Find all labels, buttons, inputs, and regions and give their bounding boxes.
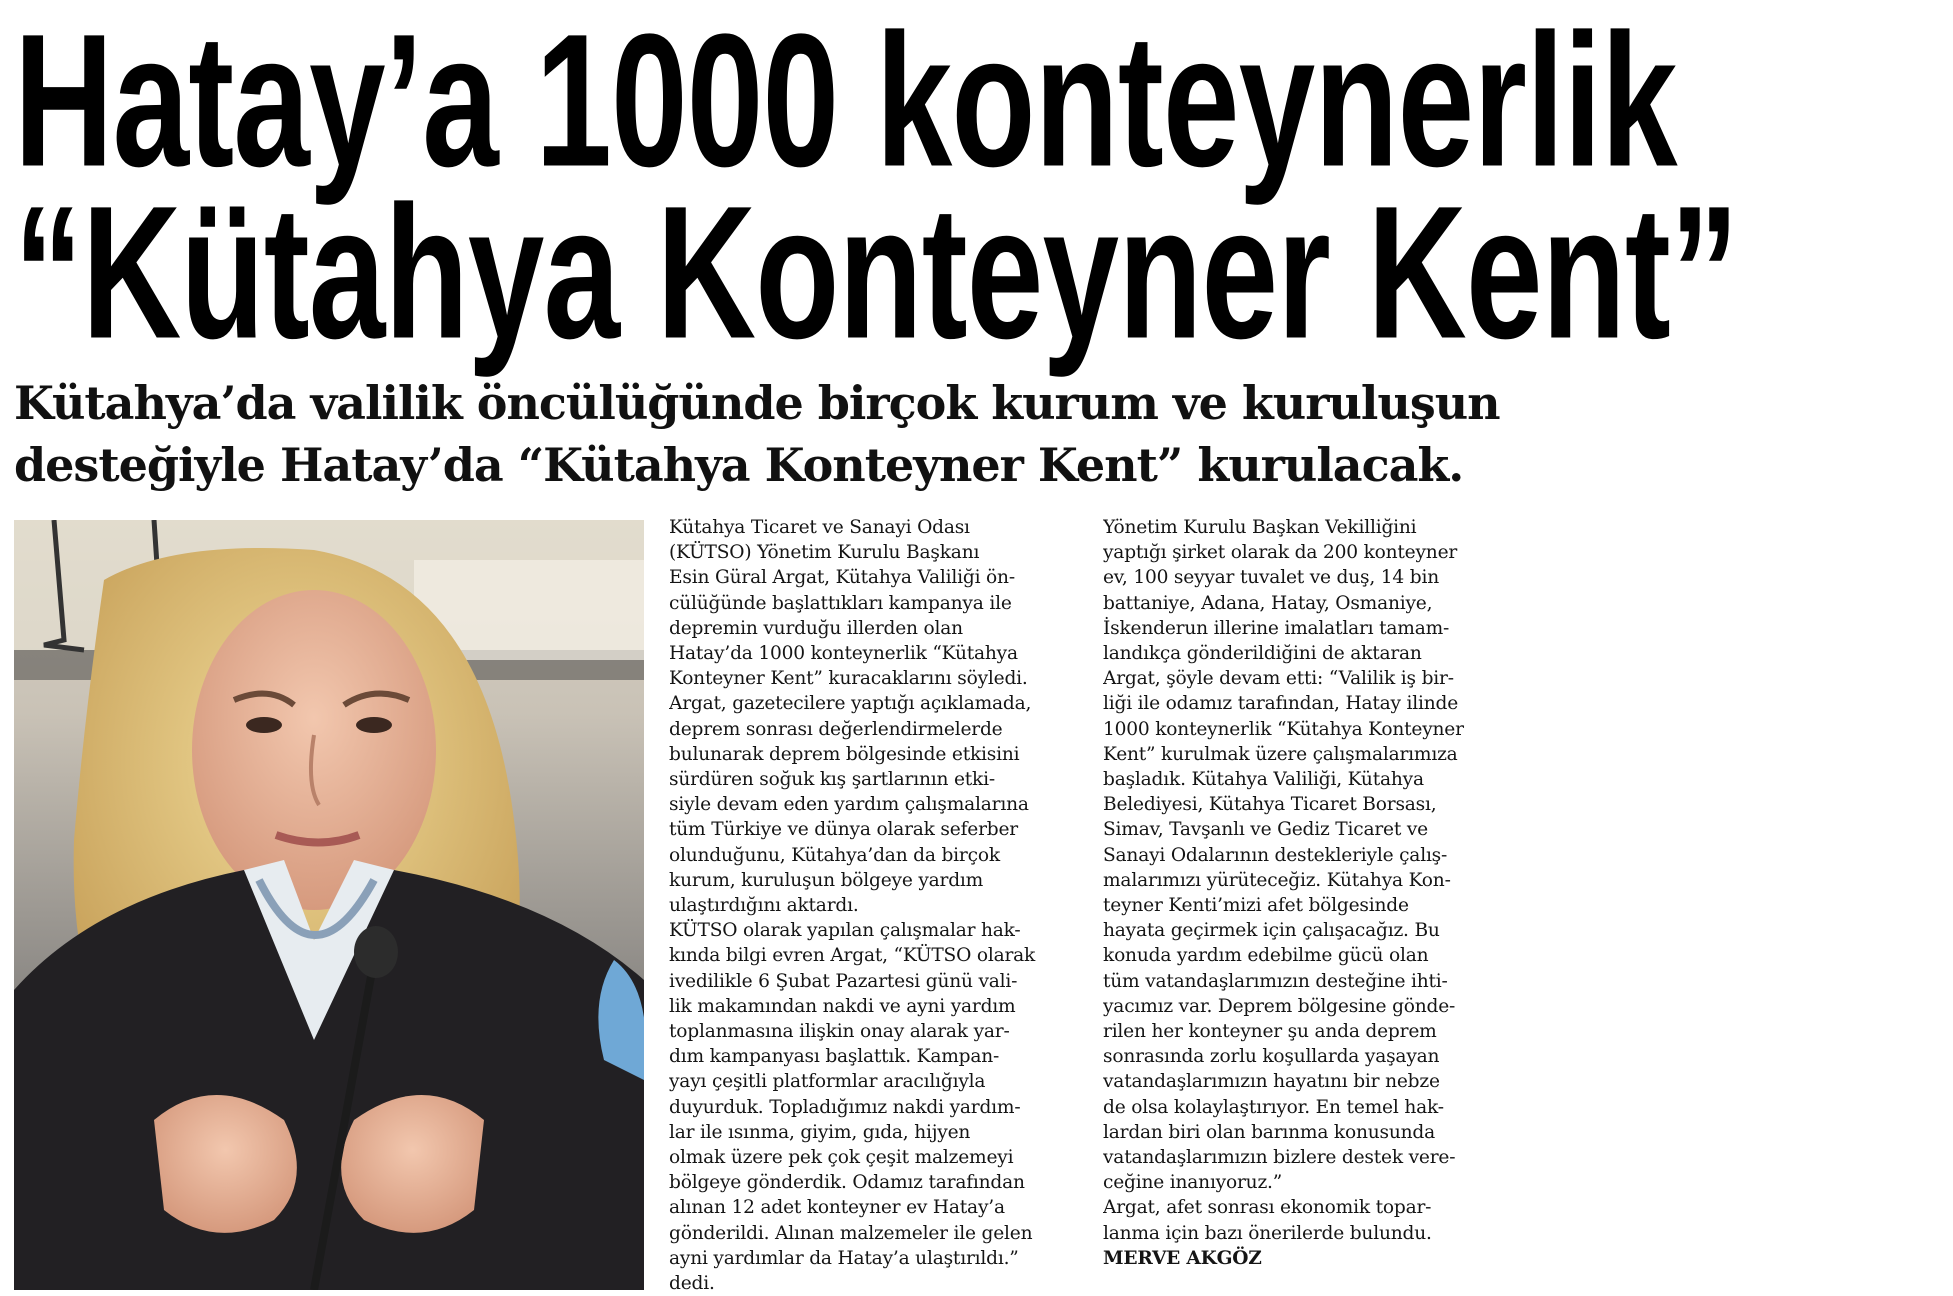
column2-line: yaptığı şirket olarak da 200 konteyner bbox=[1103, 542, 1458, 564]
column2-line: Yönetim Kurulu Başkan Vekilliğini bbox=[1103, 517, 1417, 538]
column2-line: 1000 konteynerlik “Kütahya Konteyner bbox=[1103, 718, 1464, 740]
column1-line: dım kampanyası başlattık. Kampan- bbox=[669, 1046, 1000, 1068]
column1-line: tüm Türkiye ve dünya olarak seferber bbox=[669, 819, 1018, 841]
column1-line: kında bilgi evren Argat, “KÜTSO olarak bbox=[669, 945, 1036, 967]
column2-line: yacımız var. Deprem bölgesine gönde- bbox=[1103, 995, 1456, 1017]
column2-line: vatandaşlarımızın hayatını bir nebze bbox=[1103, 1071, 1440, 1093]
column1-line: dedi. bbox=[669, 1273, 715, 1295]
column2-line: lardan biri olan barınma konusunda bbox=[1103, 1121, 1436, 1143]
column2-line: liği ile odamız tarafından, Hatay ilinde bbox=[1103, 693, 1459, 715]
column2-line: başladık. Kütahya Valiliği, Kütahya bbox=[1103, 769, 1424, 791]
deck-line-2: desteğiyle Hatay’da “Kütahya Konteyner Kent” kurulacak. bbox=[14, 438, 1464, 492]
column1-line: olunduğunu, Kütahya’dan da birçok bbox=[669, 844, 1000, 866]
column1-line: gönderildi. Alınan malzemeler ile gelen bbox=[669, 1222, 1033, 1244]
column2-line: Simav, Tavşanlı ve Gediz Ticaret ve bbox=[1103, 819, 1428, 841]
column2-line: ceğine inanıyoruz.” bbox=[1103, 1172, 1283, 1194]
column2-line: hayata geçirmek için çalışacağız. Bu bbox=[1103, 920, 1440, 942]
headline-line-2: “Kütahya Konteyner Kent” bbox=[14, 167, 1738, 379]
column1-line: bulunarak deprem bölgesinde etkisini bbox=[669, 743, 1020, 765]
column2-line: de olsa kolaylaştırıyor. En temel hak- bbox=[1103, 1096, 1444, 1118]
column2-line: İskenderun illerine imalatları tamam- bbox=[1103, 617, 1450, 639]
column1-line: kurum, kuruluşun bölgeye yardım bbox=[669, 869, 984, 891]
headline-line-1: Hatay’a 1000 konteynerlik bbox=[14, 0, 1677, 207]
column2-line: Argat, şöyle devam etti: “Valilik iş bir- bbox=[1103, 668, 1454, 690]
column2-line: rilen her konteyner şu anda deprem bbox=[1103, 1021, 1437, 1043]
column1-line: ayni yardımlar da Hatay’a ulaştırıldı.” bbox=[669, 1247, 1019, 1269]
column2-line: lanma için bazı önerilerde bulundu. bbox=[1103, 1222, 1432, 1244]
column1-line: Kütahya Ticaret ve Sanayi Odası bbox=[669, 517, 970, 538]
column2-line: vatandaşlarımızın bizlere destek vere- bbox=[1103, 1147, 1456, 1169]
column1-line: olmak üzere pek çok çeşit malzemeyi bbox=[669, 1147, 1014, 1169]
column1-line: toplanmasına ilişkin onay alarak yar- bbox=[669, 1021, 1010, 1043]
column1-line: lar ile ısınma, giyim, gıda, hijyen bbox=[669, 1121, 971, 1143]
byline: MERVE AKGÖZ bbox=[1103, 1247, 1262, 1269]
column2-line: Sanayi Odalarının destekleriyle çalış- bbox=[1103, 844, 1448, 866]
column1-line: lik makamından nakdi ve ayni yardım bbox=[669, 995, 1016, 1017]
column1-line: bölgeye gönderdik. Odamız tarafından bbox=[669, 1172, 1025, 1194]
column2-line: landıkça gönderildiğini de aktaran bbox=[1103, 643, 1422, 665]
article-column-1 bbox=[669, 515, 1083, 1296]
column2-line: konuda yardım edebilme gücü olan bbox=[1103, 945, 1429, 967]
deck-subheadline bbox=[14, 372, 1574, 496]
column1-line: ivedilikle 6 Şubat Pazartesi günü vali- bbox=[669, 970, 1018, 992]
column1-line: sürdüren soğuk kış şartlarının etki- bbox=[669, 769, 995, 791]
column1-line: alınan 12 adet konteyner ev Hatay’a bbox=[669, 1197, 1005, 1219]
column2-line: tüm vatandaşlarımızın desteğine ihti- bbox=[1103, 970, 1448, 992]
column2-line: sonrasında zorlu koşullarda yaşayan bbox=[1103, 1046, 1440, 1068]
column1-line: Esin Güral Argat, Kütahya Valiliği ön- bbox=[669, 567, 1015, 589]
deck-line-1: Kütahya’da valilik öncülüğünde birçok kurum ve kuruluşun bbox=[14, 376, 1500, 430]
column1-line: KÜTSO olarak yapılan çalışmalar hak- bbox=[669, 920, 1021, 942]
column1-line: cülüğünde başlattıkları kampanya ile bbox=[669, 592, 1012, 614]
column2-line: Belediyesi, Kütahya Ticaret Borsası, bbox=[1103, 794, 1437, 816]
column1-line: (KÜTSO) Yönetim Kurulu Başkanı bbox=[669, 542, 980, 564]
column2-line: teyner Kenti’mizi afet bölgesinde bbox=[1103, 895, 1409, 917]
column1-line: duyurduk. Topladığımız nakdi yardım- bbox=[669, 1096, 1021, 1118]
column1-line: Hatay’da 1000 konteynerlik “Kütahya bbox=[669, 643, 1018, 665]
column2-line: malarımızı yürüteceğiz. Kütahya Kon- bbox=[1103, 869, 1451, 891]
column1-line: Argat, gazetecilere yaptığı açıklamada, bbox=[669, 693, 1032, 715]
column1-line: deprem sonrası değerlendirmelerde bbox=[669, 718, 1003, 740]
column2-line: Argat, afet sonrası ekonomik topar- bbox=[1103, 1197, 1432, 1219]
article-column-2 bbox=[1103, 515, 1523, 1271]
column1-line: yayı çeşitli platformlar aracılığıyla bbox=[669, 1071, 986, 1093]
column2-line: battaniye, Adana, Hatay, Osmaniye, bbox=[1103, 592, 1433, 614]
column1-line: ulaştırdığını aktardı. bbox=[669, 895, 859, 917]
column2-line: Kent” kurulmak üzere çalışmalarımıza bbox=[1103, 743, 1458, 765]
column1-line: siyle devam eden yardım çalışmalarına bbox=[669, 794, 1029, 816]
article-photo bbox=[14, 520, 644, 1290]
column1-line: Konteyner Kent” kuracaklarını söyledi. bbox=[669, 668, 1028, 690]
speaker-photo-illustration bbox=[14, 520, 644, 1290]
column2-line: ev, 100 seyyar tuvalet ve duş, 14 bin bbox=[1103, 567, 1439, 589]
column1-line: depremin vurduğu illerden olan bbox=[669, 617, 963, 639]
